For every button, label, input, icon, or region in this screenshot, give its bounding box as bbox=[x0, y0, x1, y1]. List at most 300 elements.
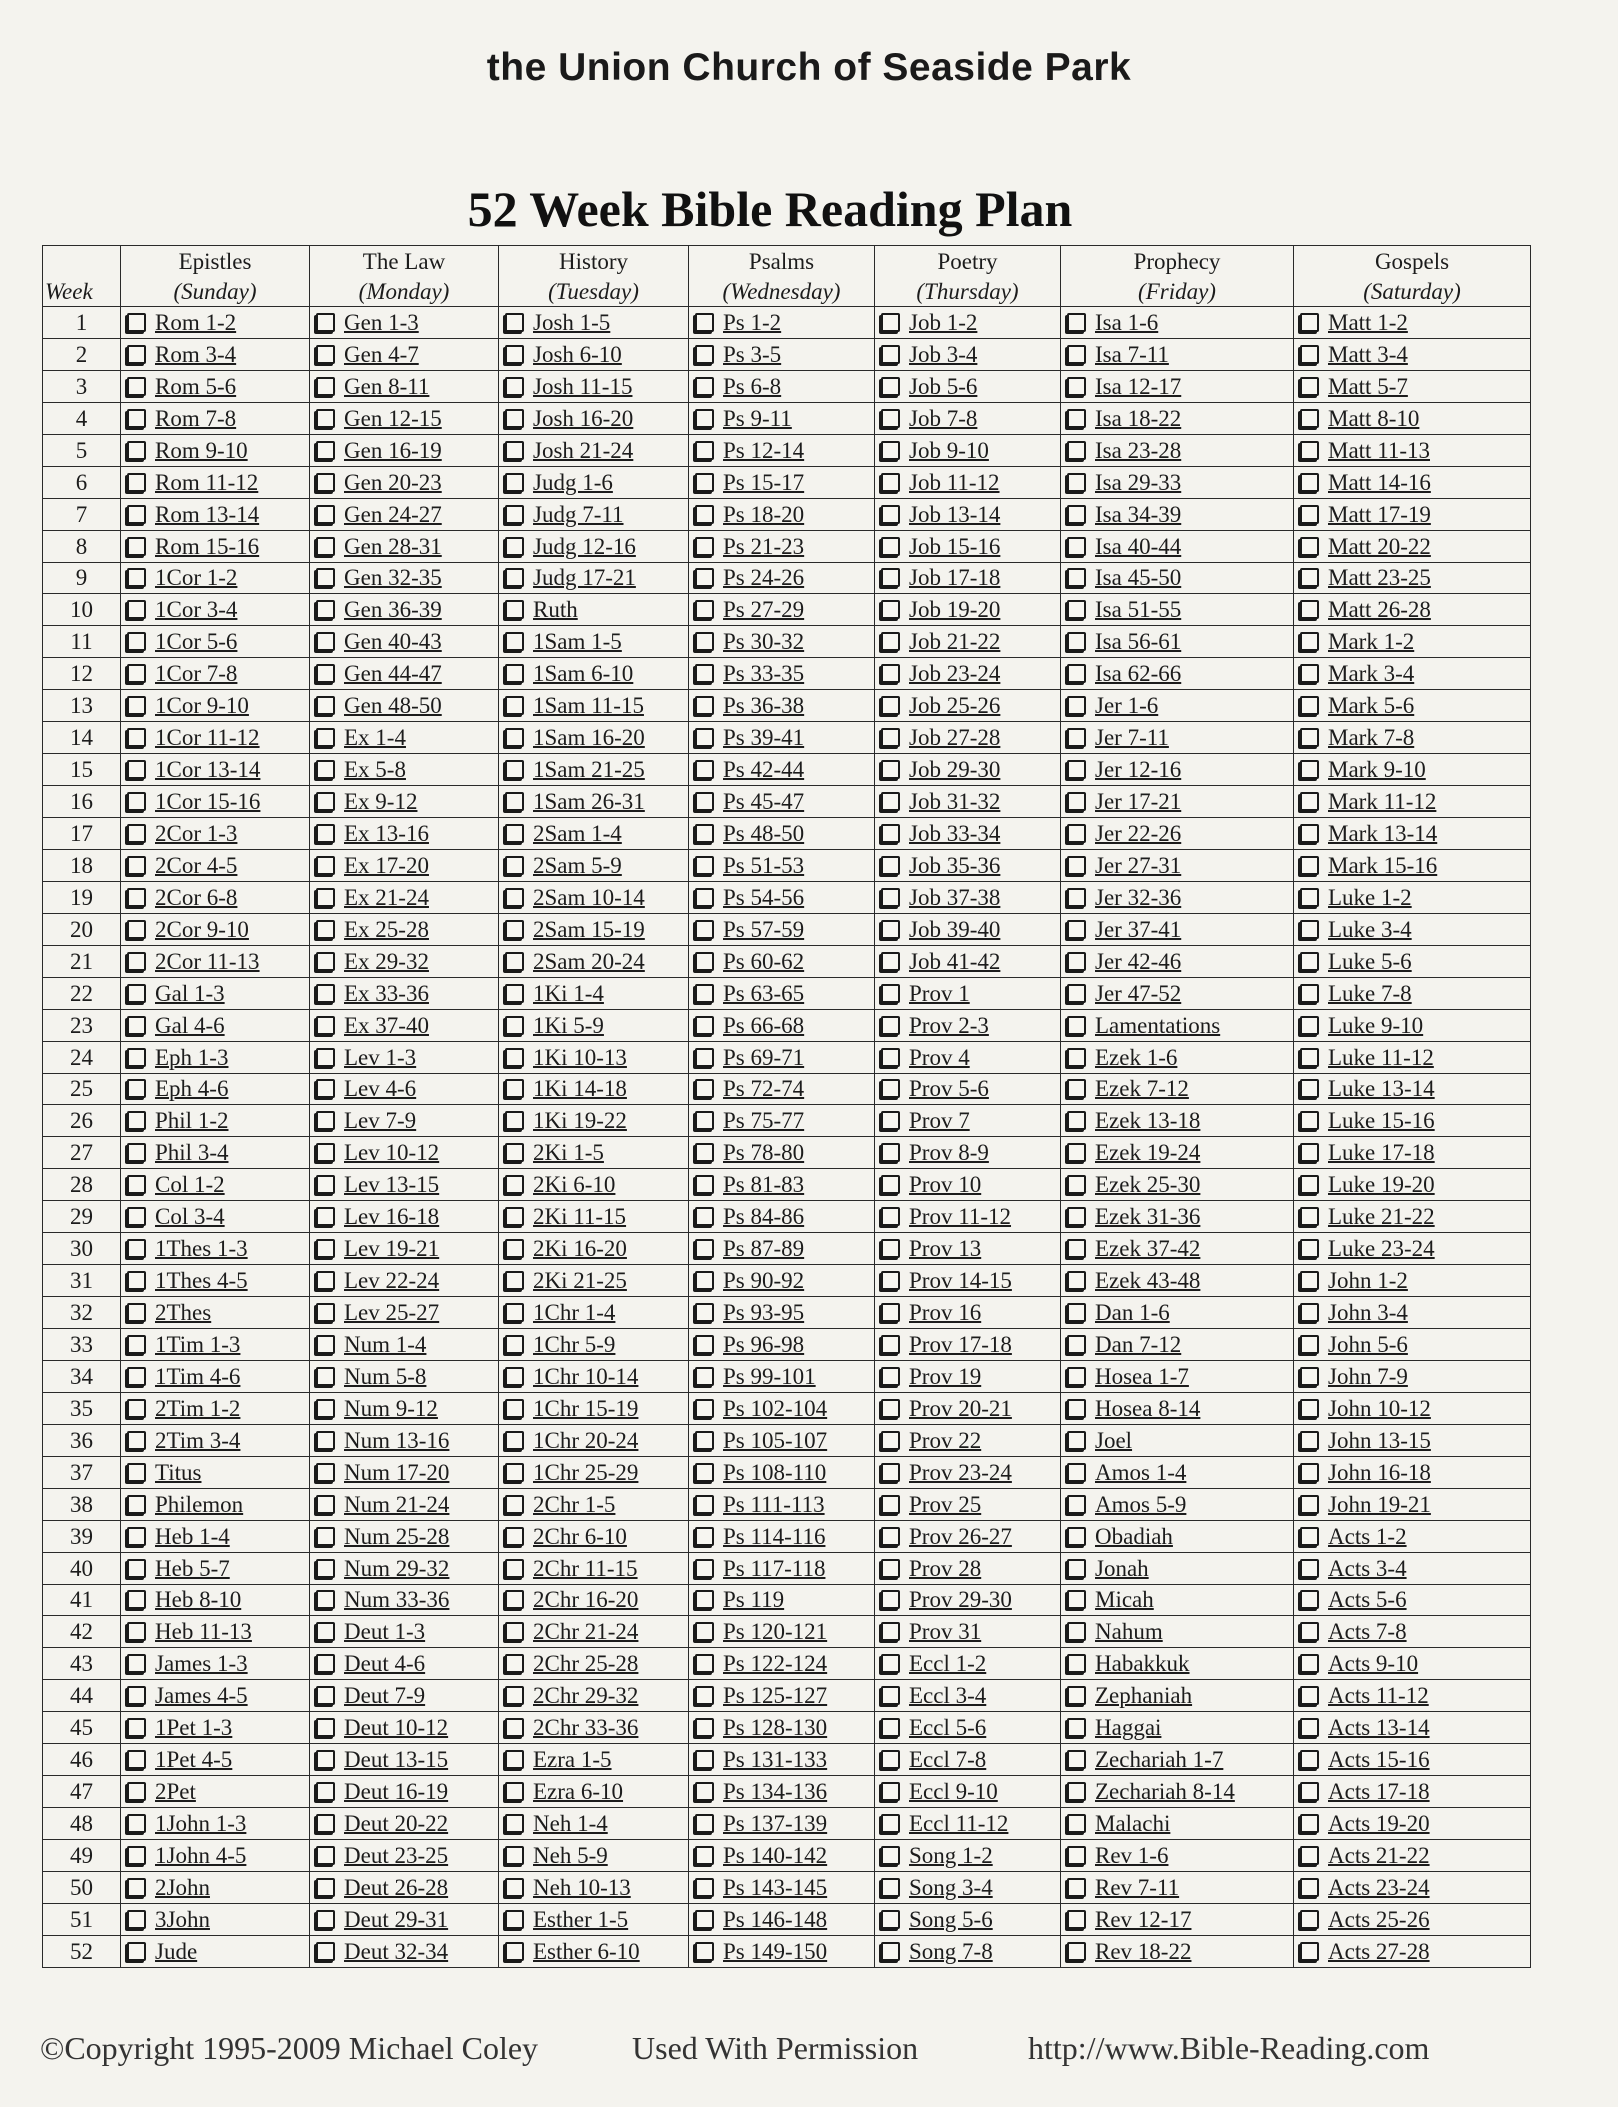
reading-checkbox[interactable] bbox=[1067, 1718, 1086, 1737]
reading-checkbox[interactable] bbox=[127, 1239, 146, 1258]
reading-checkbox[interactable] bbox=[695, 696, 714, 715]
reading-checkbox[interactable] bbox=[1067, 505, 1086, 524]
reading-checkbox[interactable] bbox=[505, 792, 524, 811]
reading-checkbox[interactable] bbox=[695, 824, 714, 843]
reading-checkbox[interactable] bbox=[695, 1782, 714, 1801]
reading-checkbox[interactable] bbox=[127, 1431, 146, 1450]
reading-checkbox[interactable] bbox=[1067, 728, 1086, 747]
reading-checkbox[interactable] bbox=[881, 1335, 900, 1354]
reading-checkbox[interactable] bbox=[316, 1271, 335, 1290]
reading-checkbox[interactable] bbox=[1067, 600, 1086, 619]
reading-checkbox[interactable] bbox=[1300, 1303, 1319, 1322]
reading-checkbox[interactable] bbox=[127, 1910, 146, 1929]
reading-checkbox[interactable] bbox=[1300, 760, 1319, 779]
reading-checkbox[interactable] bbox=[881, 856, 900, 875]
reading-checkbox[interactable] bbox=[505, 505, 524, 524]
reading-checkbox[interactable] bbox=[505, 920, 524, 939]
reading-checkbox[interactable] bbox=[127, 888, 146, 907]
reading-checkbox[interactable] bbox=[505, 313, 524, 332]
reading-checkbox[interactable] bbox=[1067, 1111, 1086, 1130]
reading-checkbox[interactable] bbox=[881, 1111, 900, 1130]
reading-checkbox[interactable] bbox=[1067, 1942, 1086, 1961]
reading-checkbox[interactable] bbox=[1300, 984, 1319, 1003]
reading-checkbox[interactable] bbox=[1300, 1431, 1319, 1450]
reading-checkbox[interactable] bbox=[881, 760, 900, 779]
reading-checkbox[interactable] bbox=[881, 728, 900, 747]
reading-checkbox[interactable] bbox=[505, 377, 524, 396]
reading-checkbox[interactable] bbox=[505, 824, 524, 843]
reading-checkbox[interactable] bbox=[316, 728, 335, 747]
reading-checkbox[interactable] bbox=[127, 1814, 146, 1833]
reading-checkbox[interactable] bbox=[316, 1399, 335, 1418]
reading-checkbox[interactable] bbox=[881, 920, 900, 939]
reading-checkbox[interactable] bbox=[881, 952, 900, 971]
reading-checkbox[interactable] bbox=[695, 377, 714, 396]
reading-checkbox[interactable] bbox=[1300, 600, 1319, 619]
reading-checkbox[interactable] bbox=[881, 1016, 900, 1035]
reading-checkbox[interactable] bbox=[1300, 1654, 1319, 1673]
reading-checkbox[interactable] bbox=[1067, 824, 1086, 843]
reading-checkbox[interactable] bbox=[1067, 696, 1086, 715]
reading-checkbox[interactable] bbox=[695, 1111, 714, 1130]
reading-checkbox[interactable] bbox=[316, 537, 335, 556]
reading-checkbox[interactable] bbox=[881, 792, 900, 811]
reading-checkbox[interactable] bbox=[505, 1878, 524, 1897]
reading-checkbox[interactable] bbox=[1067, 1431, 1086, 1450]
reading-checkbox[interactable] bbox=[1300, 1111, 1319, 1130]
reading-checkbox[interactable] bbox=[695, 1559, 714, 1578]
reading-checkbox[interactable] bbox=[127, 1271, 146, 1290]
reading-checkbox[interactable] bbox=[695, 1303, 714, 1322]
reading-checkbox[interactable] bbox=[695, 1686, 714, 1705]
reading-checkbox[interactable] bbox=[695, 473, 714, 492]
reading-checkbox[interactable] bbox=[127, 1143, 146, 1162]
reading-checkbox[interactable] bbox=[1067, 984, 1086, 1003]
reading-checkbox[interactable] bbox=[1300, 1622, 1319, 1641]
reading-checkbox[interactable] bbox=[695, 1590, 714, 1609]
reading-checkbox[interactable] bbox=[1067, 409, 1086, 428]
reading-checkbox[interactable] bbox=[505, 1271, 524, 1290]
reading-checkbox[interactable] bbox=[881, 664, 900, 683]
reading-checkbox[interactable] bbox=[505, 664, 524, 683]
reading-checkbox[interactable] bbox=[695, 1910, 714, 1929]
reading-checkbox[interactable] bbox=[1300, 505, 1319, 524]
reading-checkbox[interactable] bbox=[316, 888, 335, 907]
reading-checkbox[interactable] bbox=[1067, 1495, 1086, 1514]
reading-checkbox[interactable] bbox=[881, 568, 900, 587]
reading-checkbox[interactable] bbox=[316, 664, 335, 683]
reading-checkbox[interactable] bbox=[127, 1335, 146, 1354]
reading-checkbox[interactable] bbox=[505, 1654, 524, 1673]
reading-checkbox[interactable] bbox=[881, 1878, 900, 1897]
reading-checkbox[interactable] bbox=[316, 1910, 335, 1929]
reading-checkbox[interactable] bbox=[1067, 377, 1086, 396]
reading-checkbox[interactable] bbox=[1300, 1399, 1319, 1418]
reading-checkbox[interactable] bbox=[881, 505, 900, 524]
reading-checkbox[interactable] bbox=[316, 1750, 335, 1769]
reading-checkbox[interactable] bbox=[695, 1016, 714, 1035]
reading-checkbox[interactable] bbox=[505, 1111, 524, 1130]
reading-checkbox[interactable] bbox=[695, 1463, 714, 1482]
reading-checkbox[interactable] bbox=[881, 1750, 900, 1769]
reading-checkbox[interactable] bbox=[316, 1559, 335, 1578]
reading-checkbox[interactable] bbox=[1067, 1207, 1086, 1226]
reading-checkbox[interactable] bbox=[127, 1782, 146, 1801]
reading-checkbox[interactable] bbox=[881, 1814, 900, 1833]
reading-checkbox[interactable] bbox=[1067, 1303, 1086, 1322]
reading-checkbox[interactable] bbox=[1300, 1207, 1319, 1226]
reading-checkbox[interactable] bbox=[505, 1686, 524, 1705]
reading-checkbox[interactable] bbox=[127, 984, 146, 1003]
reading-checkbox[interactable] bbox=[1300, 1814, 1319, 1833]
reading-checkbox[interactable] bbox=[316, 1686, 335, 1705]
reading-checkbox[interactable] bbox=[1300, 1942, 1319, 1961]
website-link[interactable]: http://www.Bible-Reading.com bbox=[1028, 2030, 1430, 2066]
reading-checkbox[interactable] bbox=[881, 1079, 900, 1098]
reading-checkbox[interactable] bbox=[505, 1399, 524, 1418]
reading-checkbox[interactable] bbox=[127, 920, 146, 939]
reading-checkbox[interactable] bbox=[1300, 1271, 1319, 1290]
reading-checkbox[interactable] bbox=[881, 1942, 900, 1961]
reading-checkbox[interactable] bbox=[1067, 632, 1086, 651]
reading-checkbox[interactable] bbox=[127, 377, 146, 396]
reading-checkbox[interactable] bbox=[695, 1399, 714, 1418]
reading-checkbox[interactable] bbox=[1067, 313, 1086, 332]
reading-checkbox[interactable] bbox=[695, 1207, 714, 1226]
reading-checkbox[interactable] bbox=[127, 792, 146, 811]
reading-checkbox[interactable] bbox=[881, 632, 900, 651]
reading-checkbox[interactable] bbox=[1067, 952, 1086, 971]
reading-checkbox[interactable] bbox=[316, 1367, 335, 1386]
reading-checkbox[interactable] bbox=[881, 1527, 900, 1546]
reading-checkbox[interactable] bbox=[1300, 537, 1319, 556]
reading-checkbox[interactable] bbox=[1300, 313, 1319, 332]
reading-checkbox[interactable] bbox=[1067, 1175, 1086, 1194]
reading-checkbox[interactable] bbox=[316, 696, 335, 715]
reading-checkbox[interactable] bbox=[316, 1463, 335, 1482]
reading-checkbox[interactable] bbox=[127, 1846, 146, 1865]
reading-checkbox[interactable] bbox=[695, 632, 714, 651]
reading-checkbox[interactable] bbox=[505, 984, 524, 1003]
reading-checkbox[interactable] bbox=[1300, 1367, 1319, 1386]
reading-checkbox[interactable] bbox=[505, 1718, 524, 1737]
reading-checkbox[interactable] bbox=[127, 600, 146, 619]
reading-checkbox[interactable] bbox=[695, 568, 714, 587]
reading-checkbox[interactable] bbox=[1300, 345, 1319, 364]
reading-checkbox[interactable] bbox=[881, 1271, 900, 1290]
reading-checkbox[interactable] bbox=[1300, 473, 1319, 492]
reading-checkbox[interactable] bbox=[505, 473, 524, 492]
reading-checkbox[interactable] bbox=[127, 1367, 146, 1386]
reading-checkbox[interactable] bbox=[881, 1207, 900, 1226]
reading-checkbox[interactable] bbox=[127, 568, 146, 587]
reading-checkbox[interactable] bbox=[127, 1527, 146, 1546]
reading-checkbox[interactable] bbox=[1067, 1910, 1086, 1929]
reading-checkbox[interactable] bbox=[1300, 632, 1319, 651]
reading-checkbox[interactable] bbox=[1300, 1878, 1319, 1897]
reading-checkbox[interactable] bbox=[127, 1686, 146, 1705]
reading-checkbox[interactable] bbox=[127, 1622, 146, 1641]
reading-checkbox[interactable] bbox=[127, 952, 146, 971]
reading-checkbox[interactable] bbox=[1300, 1718, 1319, 1737]
reading-checkbox[interactable] bbox=[1300, 792, 1319, 811]
reading-checkbox[interactable] bbox=[316, 1207, 335, 1226]
reading-checkbox[interactable] bbox=[316, 1303, 335, 1322]
reading-checkbox[interactable] bbox=[695, 345, 714, 364]
reading-checkbox[interactable] bbox=[1300, 1079, 1319, 1098]
reading-checkbox[interactable] bbox=[316, 1079, 335, 1098]
reading-checkbox[interactable] bbox=[695, 600, 714, 619]
reading-checkbox[interactable] bbox=[316, 760, 335, 779]
reading-checkbox[interactable] bbox=[695, 1175, 714, 1194]
reading-checkbox[interactable] bbox=[695, 1942, 714, 1961]
reading-checkbox[interactable] bbox=[695, 1367, 714, 1386]
reading-checkbox[interactable] bbox=[1300, 664, 1319, 683]
reading-checkbox[interactable] bbox=[695, 920, 714, 939]
reading-checkbox[interactable] bbox=[1067, 473, 1086, 492]
reading-checkbox[interactable] bbox=[316, 1143, 335, 1162]
reading-checkbox[interactable] bbox=[316, 409, 335, 428]
reading-checkbox[interactable] bbox=[127, 632, 146, 651]
reading-checkbox[interactable] bbox=[316, 345, 335, 364]
reading-checkbox[interactable] bbox=[316, 1527, 335, 1546]
reading-checkbox[interactable] bbox=[316, 1016, 335, 1035]
reading-checkbox[interactable] bbox=[695, 1878, 714, 1897]
reading-checkbox[interactable] bbox=[316, 600, 335, 619]
reading-checkbox[interactable] bbox=[1067, 1654, 1086, 1673]
reading-checkbox[interactable] bbox=[1300, 824, 1319, 843]
reading-checkbox[interactable] bbox=[505, 441, 524, 460]
reading-checkbox[interactable] bbox=[1300, 888, 1319, 907]
reading-checkbox[interactable] bbox=[881, 984, 900, 1003]
reading-checkbox[interactable] bbox=[695, 505, 714, 524]
reading-checkbox[interactable] bbox=[127, 345, 146, 364]
reading-checkbox[interactable] bbox=[881, 1782, 900, 1801]
reading-checkbox[interactable] bbox=[1300, 1463, 1319, 1482]
reading-checkbox[interactable] bbox=[695, 1495, 714, 1514]
reading-checkbox[interactable] bbox=[316, 1654, 335, 1673]
reading-checkbox[interactable] bbox=[1067, 1782, 1086, 1801]
reading-checkbox[interactable] bbox=[695, 1622, 714, 1641]
reading-checkbox[interactable] bbox=[881, 888, 900, 907]
reading-checkbox[interactable] bbox=[695, 1143, 714, 1162]
reading-checkbox[interactable] bbox=[881, 409, 900, 428]
reading-checkbox[interactable] bbox=[127, 696, 146, 715]
reading-checkbox[interactable] bbox=[1067, 1239, 1086, 1258]
reading-checkbox[interactable] bbox=[127, 505, 146, 524]
reading-checkbox[interactable] bbox=[505, 1782, 524, 1801]
reading-checkbox[interactable] bbox=[1067, 1590, 1086, 1609]
reading-checkbox[interactable] bbox=[316, 1814, 335, 1833]
reading-checkbox[interactable] bbox=[127, 1111, 146, 1130]
reading-checkbox[interactable] bbox=[1300, 1143, 1319, 1162]
reading-checkbox[interactable] bbox=[1067, 1335, 1086, 1354]
reading-checkbox[interactable] bbox=[316, 1718, 335, 1737]
reading-checkbox[interactable] bbox=[505, 728, 524, 747]
reading-checkbox[interactable] bbox=[505, 1463, 524, 1482]
reading-checkbox[interactable] bbox=[505, 345, 524, 364]
reading-checkbox[interactable] bbox=[881, 473, 900, 492]
reading-checkbox[interactable] bbox=[881, 1846, 900, 1865]
reading-checkbox[interactable] bbox=[881, 441, 900, 460]
reading-checkbox[interactable] bbox=[505, 1622, 524, 1641]
reading-checkbox[interactable] bbox=[695, 1271, 714, 1290]
reading-checkbox[interactable] bbox=[695, 537, 714, 556]
reading-checkbox[interactable] bbox=[127, 856, 146, 875]
reading-checkbox[interactable] bbox=[695, 1750, 714, 1769]
reading-checkbox[interactable] bbox=[1300, 728, 1319, 747]
reading-checkbox[interactable] bbox=[695, 1431, 714, 1450]
reading-checkbox[interactable] bbox=[881, 1495, 900, 1514]
reading-checkbox[interactable] bbox=[316, 1782, 335, 1801]
reading-checkbox[interactable] bbox=[316, 1495, 335, 1514]
reading-checkbox[interactable] bbox=[505, 1814, 524, 1833]
reading-checkbox[interactable] bbox=[1300, 568, 1319, 587]
reading-checkbox[interactable] bbox=[127, 1048, 146, 1067]
reading-checkbox[interactable] bbox=[1067, 1048, 1086, 1067]
reading-checkbox[interactable] bbox=[505, 1303, 524, 1322]
reading-checkbox[interactable] bbox=[1067, 888, 1086, 907]
reading-checkbox[interactable] bbox=[1067, 664, 1086, 683]
reading-checkbox[interactable] bbox=[1067, 1846, 1086, 1865]
reading-checkbox[interactable] bbox=[881, 1143, 900, 1162]
reading-checkbox[interactable] bbox=[127, 1079, 146, 1098]
reading-checkbox[interactable] bbox=[881, 1048, 900, 1067]
reading-checkbox[interactable] bbox=[127, 537, 146, 556]
reading-checkbox[interactable] bbox=[316, 1239, 335, 1258]
reading-checkbox[interactable] bbox=[1067, 1527, 1086, 1546]
reading-checkbox[interactable] bbox=[127, 1942, 146, 1961]
reading-checkbox[interactable] bbox=[316, 632, 335, 651]
reading-checkbox[interactable] bbox=[695, 856, 714, 875]
reading-checkbox[interactable] bbox=[1300, 1686, 1319, 1705]
reading-checkbox[interactable] bbox=[881, 377, 900, 396]
reading-checkbox[interactable] bbox=[695, 441, 714, 460]
reading-checkbox[interactable] bbox=[127, 473, 146, 492]
reading-checkbox[interactable] bbox=[505, 888, 524, 907]
reading-checkbox[interactable] bbox=[695, 1814, 714, 1833]
reading-checkbox[interactable] bbox=[1067, 1686, 1086, 1705]
reading-checkbox[interactable] bbox=[127, 1590, 146, 1609]
reading-checkbox[interactable] bbox=[127, 1495, 146, 1514]
reading-checkbox[interactable] bbox=[127, 1463, 146, 1482]
reading-checkbox[interactable] bbox=[505, 760, 524, 779]
reading-checkbox[interactable] bbox=[881, 1654, 900, 1673]
reading-checkbox[interactable] bbox=[1067, 1559, 1086, 1578]
reading-checkbox[interactable] bbox=[505, 952, 524, 971]
reading-checkbox[interactable] bbox=[316, 920, 335, 939]
reading-checkbox[interactable] bbox=[1067, 345, 1086, 364]
reading-checkbox[interactable] bbox=[695, 1079, 714, 1098]
reading-checkbox[interactable] bbox=[1300, 1782, 1319, 1801]
reading-checkbox[interactable] bbox=[695, 1654, 714, 1673]
reading-checkbox[interactable] bbox=[127, 1750, 146, 1769]
reading-checkbox[interactable] bbox=[505, 1559, 524, 1578]
reading-checkbox[interactable] bbox=[316, 1048, 335, 1067]
reading-checkbox[interactable] bbox=[505, 1942, 524, 1961]
reading-checkbox[interactable] bbox=[505, 1367, 524, 1386]
reading-checkbox[interactable] bbox=[1300, 856, 1319, 875]
reading-checkbox[interactable] bbox=[505, 1143, 524, 1162]
reading-checkbox[interactable] bbox=[127, 1878, 146, 1897]
reading-checkbox[interactable] bbox=[695, 1048, 714, 1067]
reading-checkbox[interactable] bbox=[127, 1718, 146, 1737]
reading-checkbox[interactable] bbox=[881, 345, 900, 364]
reading-checkbox[interactable] bbox=[1300, 1527, 1319, 1546]
reading-checkbox[interactable] bbox=[316, 952, 335, 971]
reading-checkbox[interactable] bbox=[1300, 1335, 1319, 1354]
reading-checkbox[interactable] bbox=[1300, 952, 1319, 971]
reading-checkbox[interactable] bbox=[505, 856, 524, 875]
reading-checkbox[interactable] bbox=[1067, 760, 1086, 779]
reading-checkbox[interactable] bbox=[881, 1559, 900, 1578]
reading-checkbox[interactable] bbox=[505, 600, 524, 619]
reading-checkbox[interactable] bbox=[881, 1239, 900, 1258]
reading-checkbox[interactable] bbox=[127, 760, 146, 779]
reading-checkbox[interactable] bbox=[505, 537, 524, 556]
reading-checkbox[interactable] bbox=[127, 1303, 146, 1322]
reading-checkbox[interactable] bbox=[695, 1335, 714, 1354]
reading-checkbox[interactable] bbox=[127, 824, 146, 843]
reading-checkbox[interactable] bbox=[1067, 792, 1086, 811]
reading-checkbox[interactable] bbox=[316, 505, 335, 524]
reading-checkbox[interactable] bbox=[1067, 1750, 1086, 1769]
reading-checkbox[interactable] bbox=[1300, 920, 1319, 939]
reading-checkbox[interactable] bbox=[1300, 1750, 1319, 1769]
reading-checkbox[interactable] bbox=[881, 313, 900, 332]
reading-checkbox[interactable] bbox=[316, 824, 335, 843]
reading-checkbox[interactable] bbox=[505, 1431, 524, 1450]
reading-checkbox[interactable] bbox=[1300, 696, 1319, 715]
reading-checkbox[interactable] bbox=[127, 1559, 146, 1578]
reading-checkbox[interactable] bbox=[127, 1654, 146, 1673]
reading-checkbox[interactable] bbox=[316, 568, 335, 587]
reading-checkbox[interactable] bbox=[505, 1590, 524, 1609]
reading-checkbox[interactable] bbox=[881, 1718, 900, 1737]
reading-checkbox[interactable] bbox=[695, 952, 714, 971]
reading-checkbox[interactable] bbox=[1067, 441, 1086, 460]
reading-checkbox[interactable] bbox=[695, 313, 714, 332]
reading-checkbox[interactable] bbox=[881, 1622, 900, 1641]
reading-checkbox[interactable] bbox=[316, 1431, 335, 1450]
reading-checkbox[interactable] bbox=[695, 760, 714, 779]
reading-checkbox[interactable] bbox=[695, 984, 714, 1003]
reading-checkbox[interactable] bbox=[1300, 1559, 1319, 1578]
reading-checkbox[interactable] bbox=[1067, 568, 1086, 587]
reading-checkbox[interactable] bbox=[505, 1750, 524, 1769]
reading-checkbox[interactable] bbox=[1067, 1878, 1086, 1897]
reading-checkbox[interactable] bbox=[1300, 1846, 1319, 1865]
reading-checkbox[interactable] bbox=[127, 1207, 146, 1226]
reading-checkbox[interactable] bbox=[1067, 1463, 1086, 1482]
reading-checkbox[interactable] bbox=[127, 313, 146, 332]
reading-checkbox[interactable] bbox=[505, 1239, 524, 1258]
reading-checkbox[interactable] bbox=[316, 473, 335, 492]
reading-checkbox[interactable] bbox=[316, 1590, 335, 1609]
reading-checkbox[interactable] bbox=[316, 313, 335, 332]
reading-checkbox[interactable] bbox=[505, 1527, 524, 1546]
reading-checkbox[interactable] bbox=[505, 409, 524, 428]
reading-checkbox[interactable] bbox=[881, 1431, 900, 1450]
reading-checkbox[interactable] bbox=[881, 1686, 900, 1705]
reading-checkbox[interactable] bbox=[1067, 1143, 1086, 1162]
reading-checkbox[interactable] bbox=[316, 1878, 335, 1897]
reading-checkbox[interactable] bbox=[695, 728, 714, 747]
reading-checkbox[interactable] bbox=[1300, 1016, 1319, 1035]
reading-checkbox[interactable] bbox=[505, 1016, 524, 1035]
reading-checkbox[interactable] bbox=[1300, 1910, 1319, 1929]
reading-checkbox[interactable] bbox=[1067, 856, 1086, 875]
